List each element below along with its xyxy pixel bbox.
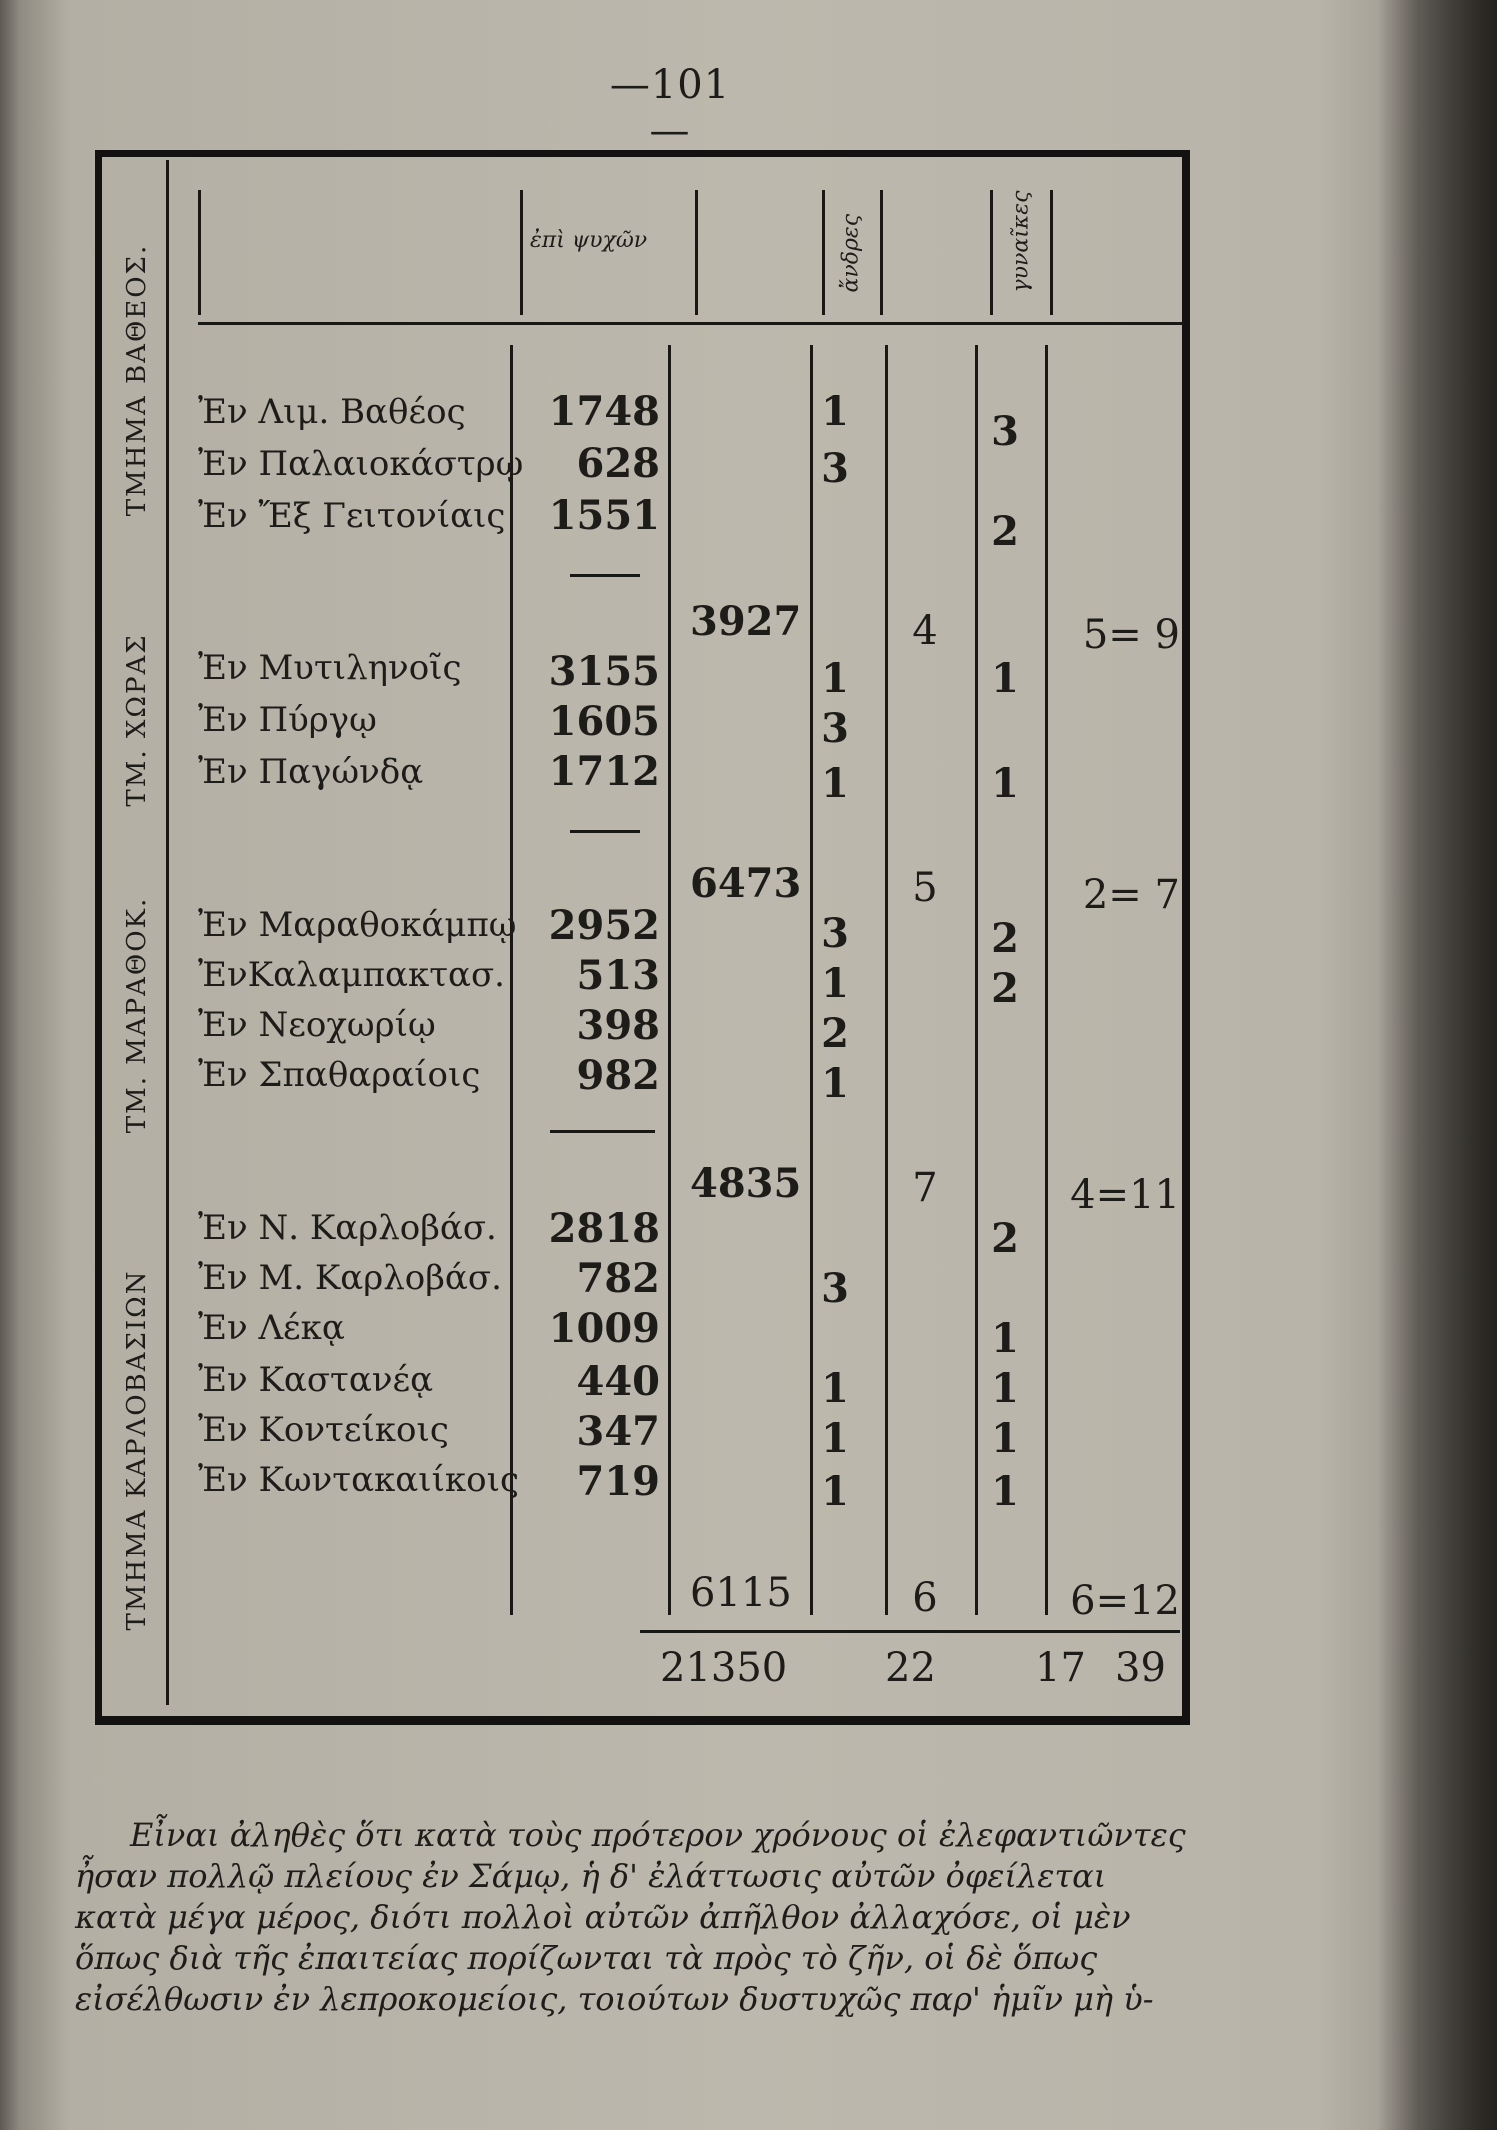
grand-total-women: 17 <box>1035 1645 1086 1691</box>
rule-col-women <box>1045 345 1048 1615</box>
rule-header-men-l <box>822 190 825 315</box>
men-value: 1 <box>821 1468 849 1515</box>
grand-total-men: 22 <box>885 1645 936 1691</box>
place-name: Ἐν Κοντείκοις <box>198 1410 449 1450</box>
men-value: 1 <box>821 760 849 807</box>
rule-header-pop <box>520 190 523 315</box>
subtotal-men: 4 <box>912 608 938 654</box>
population-value: 398 <box>576 1002 660 1049</box>
place-name: Ἐν Ν. Καρλοβάσ. <box>198 1208 497 1248</box>
subtotal-population: 6473 <box>690 860 802 907</box>
subtotal-men: 7 <box>912 1165 938 1211</box>
men-value: 1 <box>821 960 849 1007</box>
paragraph-line: κατὰ μέγα μέρος, διότι πολλοὶ αὐτῶν ἀπῆλθον ἀλλαχόσε, οἱ μὲν <box>75 1898 1131 1936</box>
women-value: 1 <box>991 1365 1019 1412</box>
place-name: Ἐν Μ. Καρλοβάσ. <box>198 1258 502 1298</box>
subtotal-rule <box>550 1130 655 1133</box>
rule-grand-total <box>640 1630 1180 1633</box>
subtotal-total: 4=11 <box>1070 1172 1180 1218</box>
women-value: 1 <box>991 1415 1019 1462</box>
population-value: 1748 <box>548 388 660 435</box>
population-value: 1551 <box>548 492 660 539</box>
population-value: 1712 <box>548 748 660 795</box>
place-name: Ἐν Λέκᾳ <box>198 1308 345 1348</box>
place-name: Ἐν Πύργῳ <box>198 700 377 740</box>
rule-col-mensub <box>975 345 978 1615</box>
subtotal-total: 6=12 <box>1070 1578 1180 1624</box>
population-value: 1009 <box>548 1305 660 1352</box>
subtotal-men: 6 <box>912 1575 938 1621</box>
header-population: ἐπὶ ψυχῶν <box>530 228 648 253</box>
place-name: Ἐν Μυτιληνοῖς <box>198 648 462 688</box>
population-value: 347 <box>576 1408 660 1455</box>
women-value: 2 <box>991 508 1019 555</box>
men-value: 3 <box>821 705 849 752</box>
men-value: 3 <box>821 445 849 492</box>
header-men: ἄνδρες <box>838 213 864 293</box>
paragraph-line: ὅπως διὰ τῆς ἐπαιτείας πορίζωνται τὰ πρὸς τὸ ζῆν, οἱ δὲ ὅπως <box>75 1939 1098 1977</box>
section-label-vathy: ΤΜΗΜΑ ΒΑΘΕΟΣ. <box>122 243 152 517</box>
place-name: Ἐν Παγώνδᾳ <box>198 752 424 792</box>
rule-header-women-l <box>990 190 993 315</box>
rule-sidebar <box>166 160 169 1705</box>
subtotal-total: 2= 7 <box>1082 872 1180 918</box>
rule-header-left <box>198 190 201 315</box>
rule-header-men-r <box>880 190 883 315</box>
place-name: Ἐν Σπαθαραίοις <box>198 1055 481 1095</box>
women-value: 2 <box>991 1215 1019 1262</box>
men-value: 2 <box>821 1010 849 1057</box>
rule-col-place <box>510 345 513 1615</box>
body-paragraph <box>75 1815 1195 2020</box>
place-name: Ἐν Ἔξ Γειτονίαις <box>198 496 506 536</box>
place-name: Ἐν Μαραθοκάμπῳ <box>198 905 517 945</box>
women-value: 1 <box>991 1468 1019 1515</box>
subtotal-total: 5= 9 <box>1082 612 1180 658</box>
men-value: 3 <box>821 910 849 957</box>
men-value: 1 <box>821 1415 849 1462</box>
population-value: 782 <box>576 1255 660 1302</box>
rule-col-men <box>885 345 888 1615</box>
women-value: 2 <box>991 915 1019 962</box>
subtotal-rule <box>570 574 640 577</box>
men-value: 1 <box>821 388 849 435</box>
binding-shadow <box>1377 0 1497 2130</box>
paragraph-line: Εἶναι ἀληθὲς ὅτι κατὰ τοὺς πρότερον χρόνους οἱ ἐλεφαντιῶντες <box>130 1816 1186 1854</box>
population-value: 1605 <box>548 698 660 745</box>
subtotal-population: 6115 <box>690 1570 792 1616</box>
subtotal-population: 3927 <box>690 598 802 645</box>
section-label-chora: ΤΜ. ΧΩΡΑΣ <box>122 633 152 807</box>
place-name: Ἐν Λιμ. Βαθέος <box>198 392 466 432</box>
place-name: Ἐν Καστανέᾳ <box>198 1360 434 1400</box>
place-name: Ἐν Νεοχωρίῳ <box>198 1005 436 1045</box>
women-value: 1 <box>991 760 1019 807</box>
section-label-marathokampos: ΤΜ. ΜΑΡΑΘΟΚ. <box>122 896 152 1134</box>
paragraph-line: ἦσαν πολλῷ πλείους ἐν Σάμῳ, ἡ δ' ἐλάττωσις αὐτῶν ὀφείλεται <box>75 1857 1107 1895</box>
population-value: 2818 <box>548 1205 660 1252</box>
population-value: 719 <box>576 1458 660 1505</box>
paragraph-line: εἰσέλθωσιν ἐν λεπροκομείοις, τοιούτων δυστυχῶς παρ' ἡμῖν μὴ ὑ- <box>75 1980 1154 2018</box>
header-women: γυναῖκες <box>1008 190 1034 293</box>
population-value: 440 <box>576 1358 660 1405</box>
rule-col-sub <box>810 345 813 1615</box>
population-value: 2952 <box>548 902 660 949</box>
men-value: 1 <box>821 1365 849 1412</box>
women-value: 2 <box>991 965 1019 1012</box>
grand-total-population: 21350 <box>660 1645 788 1691</box>
women-value: 3 <box>991 408 1019 455</box>
men-value: 3 <box>821 1265 849 1312</box>
men-value: 1 <box>821 1060 849 1107</box>
population-value: 513 <box>576 952 660 999</box>
women-value: 1 <box>991 655 1019 702</box>
place-name: Ἐν Παλαιοκάστρῳ <box>198 444 524 484</box>
population-value: 3155 <box>548 648 660 695</box>
subtotal-rule <box>570 830 640 833</box>
grand-total-all: 39 <box>1115 1645 1166 1691</box>
men-value: 1 <box>821 655 849 702</box>
place-name: Ἐν Κωντακαιίκοις <box>198 1460 520 1500</box>
women-value: 1 <box>991 1315 1019 1362</box>
population-value: 628 <box>576 440 660 487</box>
population-value: 982 <box>576 1052 660 1099</box>
subtotal-men: 5 <box>912 865 938 911</box>
rule-header-bottom <box>198 322 1183 325</box>
rule-header-women-r <box>1050 190 1053 315</box>
place-name: ἘνΚαλαμπακτασ. <box>198 955 505 995</box>
section-labels <box>108 160 166 1720</box>
subtotal-population: 4835 <box>690 1160 802 1207</box>
section-label-karlovasi: ΤΜΗΜΑ ΚΑΡΛΟΒΑΣΙΩΝ <box>122 1269 152 1631</box>
rule-col-pop <box>668 345 671 1615</box>
page-number: —101— <box>609 62 731 154</box>
rule-header-sub <box>695 190 698 315</box>
section-sidebar <box>108 160 166 1720</box>
